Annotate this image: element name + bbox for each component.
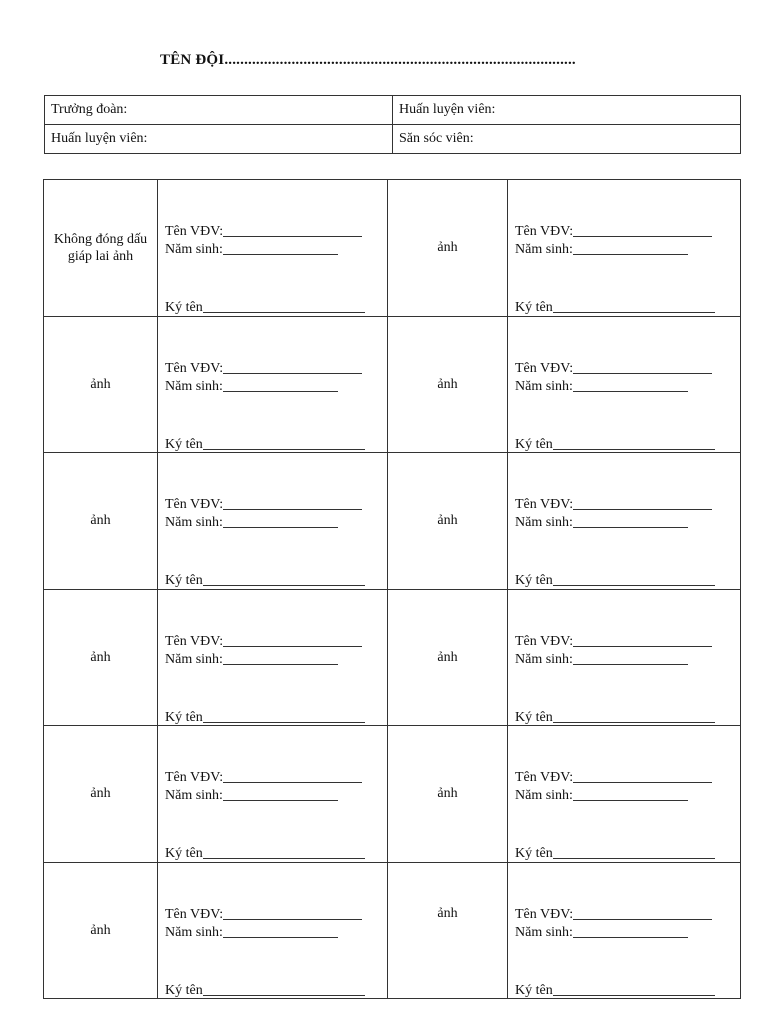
- signature-field[interactable]: Ký tên: [165, 300, 372, 316]
- athlete-name-field[interactable]: Tên VĐV:: [515, 907, 725, 923]
- birth-year-field[interactable]: Năm sinh:: [515, 788, 725, 804]
- athlete-info-cell: [158, 453, 388, 590]
- photo-cell: ảnh: [388, 589, 508, 726]
- photo-cell: ảnh: [44, 453, 158, 590]
- birth-year-field[interactable]: Năm sinh:: [515, 379, 725, 395]
- athlete-name-field[interactable]: Tên VĐV:: [165, 361, 372, 377]
- athlete-row: [44, 589, 741, 726]
- birth-year-field[interactable]: Năm sinh:: [165, 652, 372, 668]
- birth-year-field[interactable]: Năm sinh:: [165, 515, 372, 531]
- photo-cell: ảnh: [44, 862, 158, 999]
- birth-year-field[interactable]: Năm sinh:: [165, 242, 372, 258]
- birth-year-field[interactable]: Năm sinh:: [515, 515, 725, 531]
- athlete-row: [44, 316, 741, 453]
- signature-field[interactable]: Ký tên: [515, 300, 725, 316]
- athlete-name-field[interactable]: Tên VĐV:: [165, 770, 372, 786]
- signature-field[interactable]: Ký tên: [515, 573, 725, 589]
- photo-cell: ảnh: [388, 316, 508, 453]
- athlete-name-field[interactable]: Tên VĐV:: [165, 634, 372, 650]
- birth-year-field[interactable]: Năm sinh:: [515, 242, 725, 258]
- birth-year-field[interactable]: Năm sinh:: [515, 925, 725, 941]
- signature-field[interactable]: Ký tên: [165, 437, 372, 453]
- athlete-name-field[interactable]: Tên VĐV:: [515, 634, 725, 650]
- birth-year-field[interactable]: Năm sinh:: [165, 925, 372, 941]
- athlete-name-field[interactable]: Tên VĐV:: [165, 497, 372, 513]
- birth-year-field[interactable]: Năm sinh:: [515, 652, 725, 668]
- athlete-name-field[interactable]: Tên VĐV:: [515, 770, 725, 786]
- signature-field[interactable]: Ký tên: [165, 710, 372, 726]
- photo-cell: ảnh: [388, 726, 508, 863]
- athlete-info-cell: [158, 180, 388, 317]
- athlete-info-cell: [508, 453, 741, 590]
- athlete-info-cell: [508, 180, 741, 317]
- photo-cell: ảnh: [388, 453, 508, 590]
- athlete-info-cell: [508, 589, 741, 726]
- athlete-name-field[interactable]: Tên VĐV:: [165, 907, 372, 923]
- athlete-row: [44, 180, 741, 317]
- photo-cell: ảnh: [388, 862, 508, 999]
- staff-table: [44, 95, 741, 154]
- signature-field[interactable]: Ký tên: [165, 983, 372, 999]
- athlete-info-cell: [158, 862, 388, 999]
- athlete-name-field[interactable]: Tên VĐV:: [515, 361, 725, 377]
- athlete-info-cell: [508, 316, 741, 453]
- signature-field[interactable]: Ký tên: [165, 846, 372, 862]
- athlete-info-cell: [158, 316, 388, 453]
- coach-field-1[interactable]: Huấn luyện viên:: [393, 96, 741, 125]
- athlete-row: [44, 862, 741, 999]
- photo-cell: ảnh: [388, 180, 508, 317]
- athlete-name-field[interactable]: Tên VĐV:: [515, 497, 725, 513]
- athlete-row: [44, 726, 741, 863]
- athlete-info-cell: [508, 862, 741, 999]
- photo-cell: ảnh: [44, 726, 158, 863]
- athlete-row: [44, 453, 741, 590]
- signature-field[interactable]: Ký tên: [515, 846, 725, 862]
- birth-year-field[interactable]: Năm sinh:: [165, 379, 372, 395]
- signature-field[interactable]: Ký tên: [515, 983, 725, 999]
- page-title: TÊN ĐỘI.........................................................................................: [160, 52, 576, 68]
- athlete-info-cell: [158, 589, 388, 726]
- birth-year-field[interactable]: Năm sinh:: [165, 788, 372, 804]
- coach-field-2[interactable]: Huấn luyện viên:: [45, 125, 393, 154]
- athlete-name-field[interactable]: Tên VĐV:: [515, 224, 725, 240]
- team-leader-field[interactable]: Trưởng đoàn:: [45, 96, 393, 125]
- athlete-info-cell: [508, 726, 741, 863]
- photo-cell: ảnh: [44, 589, 158, 726]
- caregiver-field[interactable]: Săn sóc viên:: [393, 125, 741, 154]
- photo-cell: ảnh: [44, 316, 158, 453]
- signature-field[interactable]: Ký tên: [165, 573, 372, 589]
- athlete-info-cell: [158, 726, 388, 863]
- athlete-name-field[interactable]: Tên VĐV:: [165, 224, 372, 240]
- athlete-table: [43, 179, 741, 999]
- signature-field[interactable]: Ký tên: [515, 437, 725, 453]
- photo-cell: Không đóng dấu giáp lai ảnh: [44, 180, 158, 317]
- signature-field[interactable]: Ký tên: [515, 710, 725, 726]
